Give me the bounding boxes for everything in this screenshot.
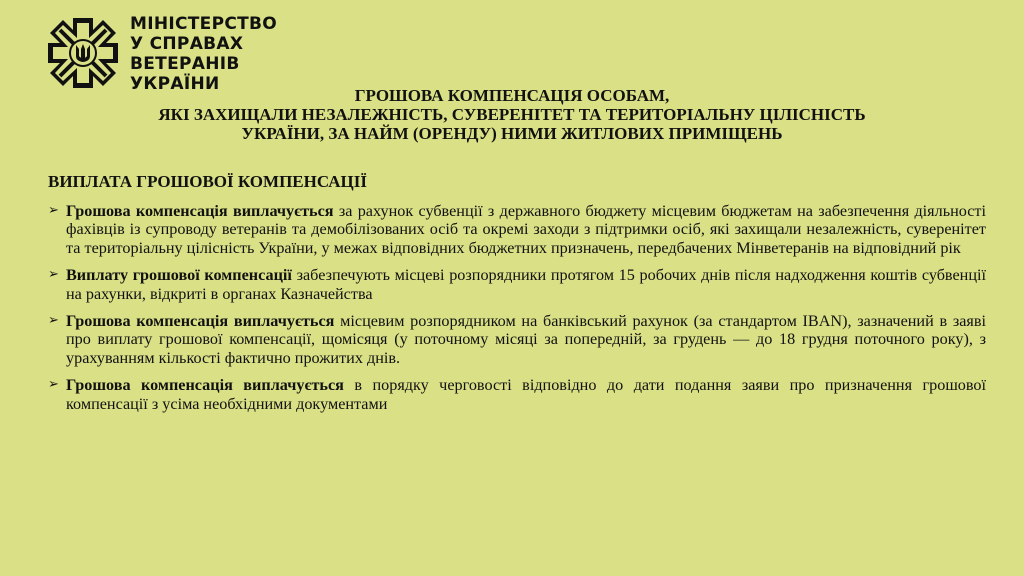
bullet-lead: Грошова компенсація виплачується [66,312,335,331]
arrow-bullet-icon: ➢ [48,313,59,329]
arrow-bullet-icon: ➢ [48,377,59,393]
emblem-graphic [46,16,120,90]
title-line-1: ГРОШОВА КОМПЕНСАЦІЯ ОСОБАМ, [354,86,670,105]
title-line-3: УКРАЇНИ, ЗА НАЙМ (ОРЕНДУ) НИМИ ЖИТЛОВИХ ПРИМІЩЕНЬ [241,124,783,143]
bullet-text: за рахунок субвенції з державного бюджету місцевим бюджетам на забезпечення діяльності фахівців із супроводу ветеранів та демобілізованих осіб та окремі заходи з підтримки осіб, які захищали незалежність, суверенітет та територіальну цілісність України, у межах відповідних бюджетних призначень, передбачених Мінветеранів на відповідний рік [66,202,987,257]
section-heading: ВИПЛАТА ГРОШОВОЇ КОМПЕНСАЦІЇ [48,172,368,191]
organization-name [130,14,330,94]
bullet-item [48,202,986,257]
bullet-text: місцевим розпорядником на банківський рахунок (за стандартом IBAN), зазначений в заяві про виплату грошової компенсації, щомісяця (у поточному місяці за попередній, за грудень — до 18 грудня поточного року), з урахуванням кількості фактично прожитих днів. [66,312,986,367]
org-name-line-2: У СПРАВАХ [130,34,244,54]
bullet-item [48,312,986,367]
arrow-bullet-icon: ➢ [48,267,59,283]
bullet-lead: Грошова компенсація виплачується [66,376,344,395]
bullet-lead: Грошова компенсація виплачується [66,202,334,220]
ministry-emblem-icon [46,16,120,90]
arrow-bullet-icon: ➢ [48,203,59,218]
org-name-line-4: УКРАЇНИ [130,74,220,94]
bullet-text: забезпечують місцеві розпорядники протягом 15 робочих днів після надходження коштів субвенції на рахунки, відкриті в органах Казначейства [66,266,986,303]
org-name-line-3: ВЕТЕРАНІВ [130,54,240,74]
bullet-text: в порядку черговості відповідно до дати подання заяви про призначення грошової компенсації з усіма необхідними документами [66,376,986,413]
bullet-list [48,202,986,422]
bullet-item [48,376,986,413]
bullet-item [48,266,986,303]
org-name-line-1: МІНІСТЕРСТВО [130,14,278,34]
page-title [0,86,1024,143]
bullet-lead: Виплату грошової компенсації [66,266,292,285]
title-line-2: ЯКІ ЗАХИЩАЛИ НЕЗАЛЕЖНІСТЬ, СУВЕРЕНІТЕТ ТА ТЕРИТОРІАЛЬНУ ЦІЛІСНІСТЬ [158,105,866,124]
